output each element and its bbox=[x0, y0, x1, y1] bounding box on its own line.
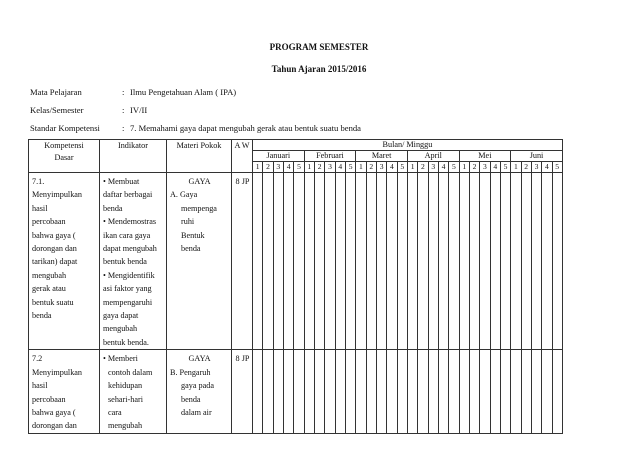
week-cell bbox=[335, 350, 345, 433]
week-cell bbox=[438, 350, 448, 433]
week-cell bbox=[356, 173, 366, 350]
week-number: 4 bbox=[283, 162, 293, 173]
kompetensi-line: Menyimpulkan bbox=[32, 190, 83, 200]
indikator-line: bentuk benda. bbox=[103, 337, 149, 347]
week-cell bbox=[490, 173, 500, 350]
week-cell bbox=[521, 350, 531, 433]
week-cell bbox=[263, 350, 273, 433]
week-cell bbox=[407, 350, 417, 433]
indikator-line: contoh dalam bbox=[108, 367, 153, 377]
column-header-aw: A W bbox=[232, 140, 253, 173]
kompetensi-line: percobaan bbox=[32, 217, 66, 227]
week-cell bbox=[304, 350, 314, 433]
academic-year: Tahun Ajaran 2015/2016 bbox=[271, 64, 367, 74]
week-number: 4 bbox=[387, 162, 397, 173]
column-header-indikator: Indikator bbox=[100, 140, 167, 173]
week-cell bbox=[387, 350, 397, 433]
table-row bbox=[29, 350, 563, 433]
kompetensi-dasar-cell bbox=[29, 173, 100, 350]
alokasi-waktu-cell: 8 JP bbox=[232, 350, 253, 433]
week-cell bbox=[500, 350, 510, 433]
indikator-cell bbox=[100, 350, 167, 433]
header-row bbox=[29, 140, 563, 151]
column-header-kompetensi bbox=[29, 140, 100, 173]
week-cell bbox=[418, 173, 428, 350]
week-cell bbox=[325, 350, 335, 433]
week-cell bbox=[542, 350, 552, 433]
indikator-line: • Memberi bbox=[103, 352, 164, 365]
week-cell bbox=[407, 173, 417, 350]
week-number: 2 bbox=[314, 162, 324, 173]
kompetensi-line: percobaan bbox=[32, 394, 66, 404]
materi-cell bbox=[167, 350, 232, 433]
week-cell bbox=[469, 173, 479, 350]
week-cell bbox=[273, 350, 283, 433]
materi-line: Bentuk bbox=[181, 230, 205, 240]
materi-line: dalam air bbox=[181, 407, 212, 417]
week-number: 4 bbox=[438, 162, 448, 173]
week-cell bbox=[521, 173, 531, 350]
page-title: PROGRAM SEMESTER bbox=[269, 42, 369, 52]
week-cell bbox=[531, 173, 541, 350]
week-cell bbox=[366, 350, 376, 433]
week-cell bbox=[325, 173, 335, 350]
week-cell bbox=[469, 350, 479, 433]
week-cell bbox=[283, 173, 293, 350]
meta-value: IV/II bbox=[130, 105, 148, 115]
week-number: 2 bbox=[521, 162, 531, 173]
week-number: 2 bbox=[418, 162, 428, 173]
week-cell bbox=[449, 350, 459, 433]
materi-heading: GAYA bbox=[188, 354, 211, 364]
kompetensi-line: 7.1. bbox=[32, 177, 45, 186]
kompetensi-dasar-cell bbox=[29, 350, 100, 433]
indikator-line: • Mendemostras bbox=[103, 215, 164, 228]
kompetensi-line: 7.2 bbox=[32, 354, 43, 364]
week-cell bbox=[480, 173, 490, 350]
kompetensi-line: Menyimpulkan bbox=[32, 367, 83, 377]
month-header: Februari bbox=[304, 151, 356, 162]
week-cell bbox=[459, 173, 469, 350]
week-cell bbox=[397, 350, 407, 433]
week-cell bbox=[294, 350, 304, 433]
week-cell bbox=[314, 350, 324, 433]
week-number: 3 bbox=[480, 162, 490, 173]
week-number: 4 bbox=[490, 162, 500, 173]
week-number: 1 bbox=[253, 162, 263, 173]
week-cell bbox=[366, 173, 376, 350]
week-number: 2 bbox=[366, 162, 376, 173]
week-cell bbox=[397, 173, 407, 350]
materi-line: benda bbox=[181, 394, 201, 404]
week-cell bbox=[304, 173, 314, 350]
week-cell bbox=[283, 350, 293, 433]
indikator-line: sehari-hari bbox=[108, 394, 144, 404]
column-header-line: Dasar bbox=[54, 153, 74, 162]
indikator-line: bentuk benda bbox=[103, 257, 147, 267]
week-number: 3 bbox=[376, 162, 386, 173]
column-header-bulan: Bulan/ Minggu bbox=[253, 140, 563, 151]
week-number: 2 bbox=[263, 162, 273, 173]
meta-subject: Mata Pelajaran : Ilmu Pengetahuan Alam ( IPA) bbox=[30, 87, 237, 97]
column-header-line: Kompetensi bbox=[44, 141, 84, 150]
week-cell bbox=[542, 173, 552, 350]
materi-line: A. Gaya bbox=[170, 190, 198, 200]
week-number: 3 bbox=[273, 162, 283, 173]
indikator-line: mengubah bbox=[108, 421, 143, 431]
kompetensi-line: bahwa gaya ( bbox=[32, 230, 76, 240]
indikator-line: dapat mengubah bbox=[103, 244, 157, 254]
week-number: 3 bbox=[531, 162, 541, 173]
kompetensi-line: dorongan dan bbox=[32, 421, 77, 431]
month-header: Mei bbox=[459, 151, 511, 162]
week-number: 1 bbox=[459, 162, 469, 173]
indikator-line: • Membuat bbox=[103, 175, 164, 188]
week-number: 5 bbox=[552, 162, 562, 173]
week-cell bbox=[345, 350, 355, 433]
week-cell bbox=[438, 173, 448, 350]
week-cell bbox=[490, 350, 500, 433]
kompetensi-line: mengubah bbox=[32, 270, 67, 280]
week-cell bbox=[253, 350, 263, 433]
kompetensi-line: bahwa gaya ( bbox=[32, 407, 76, 417]
materi-line: benda bbox=[181, 244, 201, 254]
week-cell bbox=[294, 173, 304, 350]
week-number: 4 bbox=[335, 162, 345, 173]
materi-line: mempenga bbox=[181, 203, 217, 213]
materi-line: B. Pengaruh bbox=[170, 367, 211, 377]
week-cell bbox=[345, 173, 355, 350]
alokasi-waktu-cell: 8 JP bbox=[232, 173, 253, 350]
week-cell bbox=[376, 173, 386, 350]
indikator-line: cara bbox=[108, 407, 122, 417]
indikator-line: asi faktor yang bbox=[103, 284, 152, 294]
week-cell bbox=[428, 350, 438, 433]
week-cell bbox=[418, 350, 428, 433]
indikator-line: gaya dapat bbox=[103, 311, 139, 321]
week-number: 5 bbox=[345, 162, 355, 173]
week-cell bbox=[449, 173, 459, 350]
kompetensi-line: hasil bbox=[32, 381, 48, 391]
indikator-line: benda bbox=[103, 203, 123, 213]
week-number: 2 bbox=[469, 162, 479, 173]
meta-class-semester: Kelas/Semester : IV/II bbox=[30, 105, 148, 115]
week-cell bbox=[511, 350, 521, 433]
materi-cell bbox=[167, 173, 232, 350]
week-cell bbox=[314, 173, 324, 350]
week-number: 1 bbox=[407, 162, 417, 173]
indikator-line: kehidupan bbox=[108, 381, 143, 391]
kompetensi-line: gerak atau bbox=[32, 284, 66, 294]
week-cell bbox=[552, 350, 562, 433]
week-cell bbox=[428, 173, 438, 350]
table-row bbox=[29, 173, 563, 350]
week-number: 5 bbox=[449, 162, 459, 173]
week-number: 1 bbox=[356, 162, 366, 173]
materi-line: gaya pada bbox=[181, 381, 214, 391]
kompetensi-line: bentuk suatu bbox=[32, 297, 74, 307]
week-cell bbox=[500, 173, 510, 350]
week-cell bbox=[263, 173, 273, 350]
week-number: 1 bbox=[511, 162, 521, 173]
meta-label: Mata Pelajaran bbox=[30, 87, 82, 97]
week-cell bbox=[387, 173, 397, 350]
indikator-line: mengubah bbox=[103, 324, 138, 334]
week-cell bbox=[459, 350, 469, 433]
week-number: 1 bbox=[304, 162, 314, 173]
week-number: 5 bbox=[397, 162, 407, 173]
week-number: 5 bbox=[500, 162, 510, 173]
week-cell bbox=[335, 173, 345, 350]
semester-program-table bbox=[28, 139, 563, 434]
meta-value: Ilmu Pengetahuan Alam ( IPA) bbox=[130, 87, 237, 97]
week-number: 5 bbox=[294, 162, 304, 173]
month-header: Januari bbox=[253, 151, 305, 162]
week-number: 3 bbox=[428, 162, 438, 173]
week-cell bbox=[376, 350, 386, 433]
indikator-line: daftar berbagai bbox=[103, 190, 153, 200]
materi-heading: GAYA bbox=[188, 177, 211, 186]
month-header: April bbox=[407, 151, 459, 162]
week-number: 4 bbox=[542, 162, 552, 173]
column-header-materi: Materi Pokok bbox=[167, 140, 232, 173]
month-header: Maret bbox=[356, 151, 408, 162]
meta-competency-standard: Standar Kompetensi : 7. Memahami gaya dapat mengubah gerak atau bentuk suatu benda bbox=[30, 123, 361, 133]
indikator-line: mempengaruhi bbox=[103, 297, 153, 307]
week-cell bbox=[552, 173, 562, 350]
materi-line: ruhi bbox=[181, 217, 195, 227]
meta-label: Kelas/Semester bbox=[30, 105, 84, 115]
indikator-cell bbox=[100, 173, 167, 350]
week-cell bbox=[273, 173, 283, 350]
indikator-line: ikan cara gaya bbox=[103, 230, 151, 240]
week-cell bbox=[531, 350, 541, 433]
kompetensi-line: dorongan dan bbox=[32, 244, 77, 254]
week-cell bbox=[511, 173, 521, 350]
week-cell bbox=[253, 173, 263, 350]
meta-label: Standar Kompetensi bbox=[30, 123, 100, 133]
indikator-line: • Mengidentifik bbox=[103, 269, 164, 282]
meta-value: 7. Memahami gaya dapat mengubah gerak atau bentuk suatu benda bbox=[130, 123, 361, 133]
week-number: 3 bbox=[325, 162, 335, 173]
kompetensi-line: benda bbox=[32, 311, 52, 321]
week-cell bbox=[356, 350, 366, 433]
kompetensi-line: hasil bbox=[32, 203, 48, 213]
month-header: Juni bbox=[511, 151, 563, 162]
kompetensi-line: tarikan) dapat bbox=[32, 257, 78, 267]
week-cell bbox=[480, 350, 490, 433]
